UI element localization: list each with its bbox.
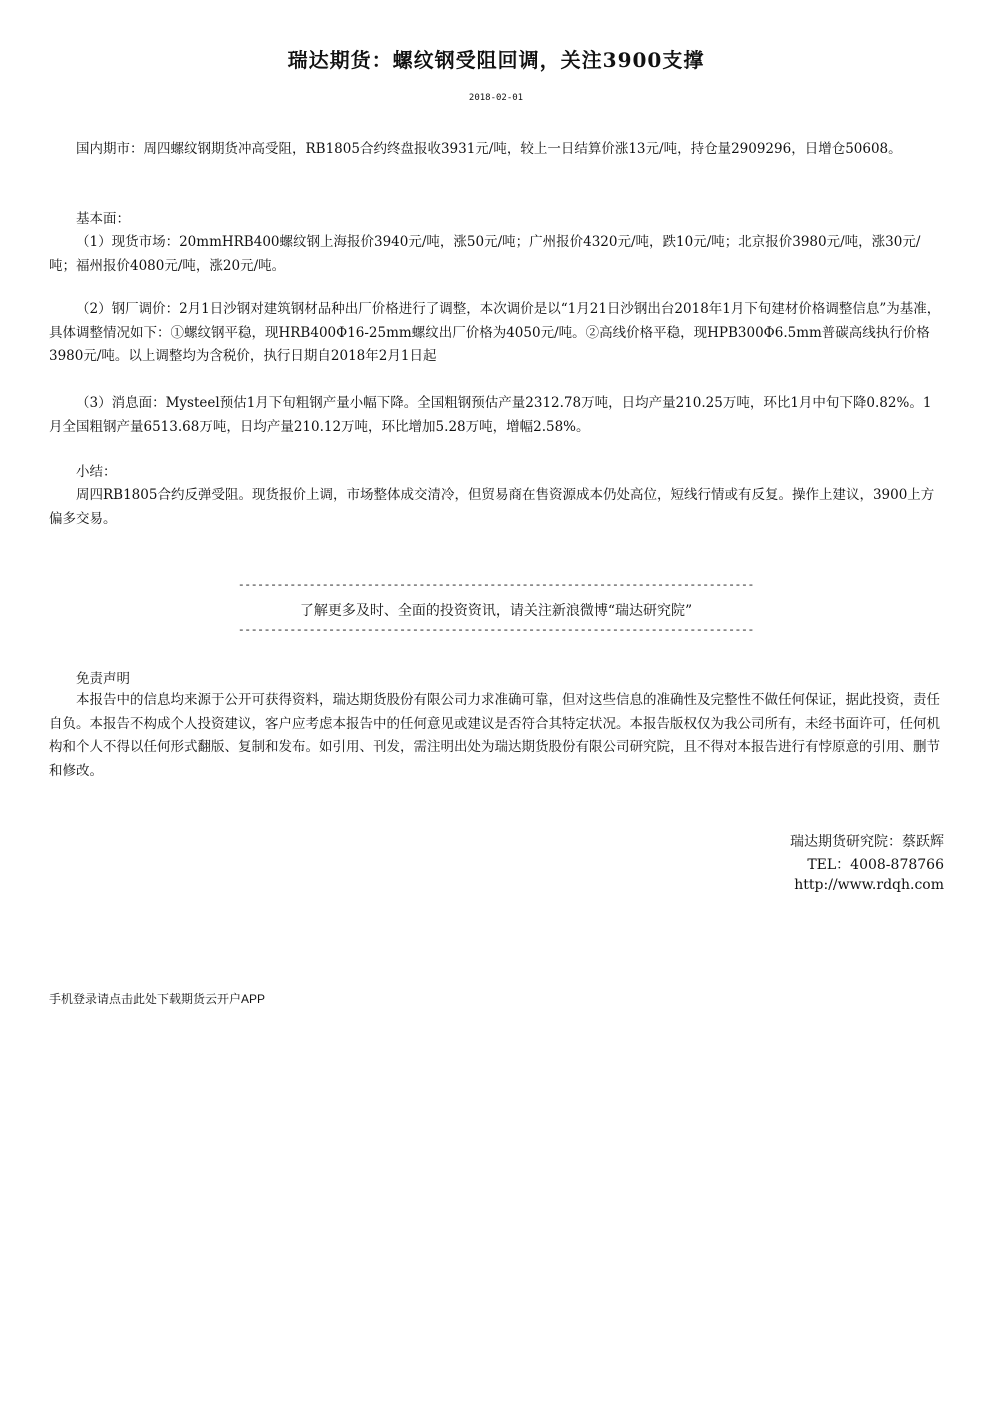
mill-price-paragraph: （2）钢厂调价：2月1日沙钢对建筑钢材品种出厂价格进行了调整，本次调价是以“1月21日沙钢出台2018年1月下旬建材价格调整信息”为基准，具体调整情况如下：①螺纹钢平稳，现HRB400Φ16-25mm螺纹出厂价格为4050元/吨。②高线价格平稳，现HPB300Φ6.5mm普碳高线执行价格3980元/吨。以上调整均为含税价，执行日期自2018年2月1日起: [49, 301, 941, 364]
summary-paragraph: 周四RB1805合约反弹受阻。现货报价上调，市场整体成交清冷，但贸易商在售资源成本仍处高位，短线行情或有反复。操作上建议，3900上方偏多交易。: [49, 487, 935, 527]
promo-divider-top: --------------------------------------------------------------------------------: [237, 580, 755, 592]
news-paragraph: （3）消息面：Mysteel预估1月下旬粗钢产量小幅下降。全国粗钢预估产量2312.78万吨，日均产量210.25万吨，环比1月中旬下降0.82%。1月全国粗钢产量6513.68万吨，日均产量210.12万吨，环比增加5.28万吨，增幅2.58%。: [49, 395, 932, 435]
signature-author: 瑞达期货研究院：蔡跃辉: [790, 834, 944, 850]
summary-heading: 小结：: [76, 464, 117, 480]
download-app-link[interactable]: 手机登录请点击此处下载期货云开户APP: [49, 992, 266, 1006]
disclaimer-heading: 免责声明: [76, 671, 130, 687]
spot-market-paragraph: （1）现货市场：20mmHRB400螺纹钢上海报价3940元/吨，涨50元/吨；广州报价4320元/吨，跌10元/吨；北京报价3980元/吨，涨30元/吨；福州报价4080元/吨，涨20元/吨。: [49, 234, 921, 274]
publish-date: 2018-02-01: [468, 93, 524, 103]
domestic-market-paragraph: 国内期市：周四螺纹钢期货冲高受阻，RB1805合约终盘报收3931元/吨，较上一日结算价涨13元/吨，持仓量2909296，日增仓50608。: [76, 141, 902, 157]
page-title: 瑞达期货：螺纹钢受阻回调，关注3900支撑: [287, 48, 705, 72]
disclaimer-paragraph: 本报告中的信息均来源于公开可获得资料，瑞达期货股份有限公司力求准确可靠，但对这些信息的准确性及完整性不做任何保证，据此投资，责任自负。本报告不构成个人投资建议，客户应考虑本报告中的任何意见或建议是否符合其特定状况。本报告版权仅为我公司所有，未经书面许可，任何机构和个人不得以任何形式翻版、复制和发布。如引用、刊发，需注明出处为瑞达期货股份有限公司研究院，且不得对本报告进行有悖原意的引用、删节和修改。: [49, 692, 940, 779]
fundamentals-heading: 基本面：: [76, 211, 130, 227]
promo-text: 了解更多及时、全面的投资资讯，请关注新浪微博“瑞达研究院”: [299, 603, 693, 619]
signature-url-link[interactable]: http://www.rdqh.com: [794, 877, 944, 893]
signature-tel: TEL：4008-878766: [807, 857, 944, 873]
promo-divider-bottom: --------------------------------------------------------------------------------: [237, 625, 755, 637]
